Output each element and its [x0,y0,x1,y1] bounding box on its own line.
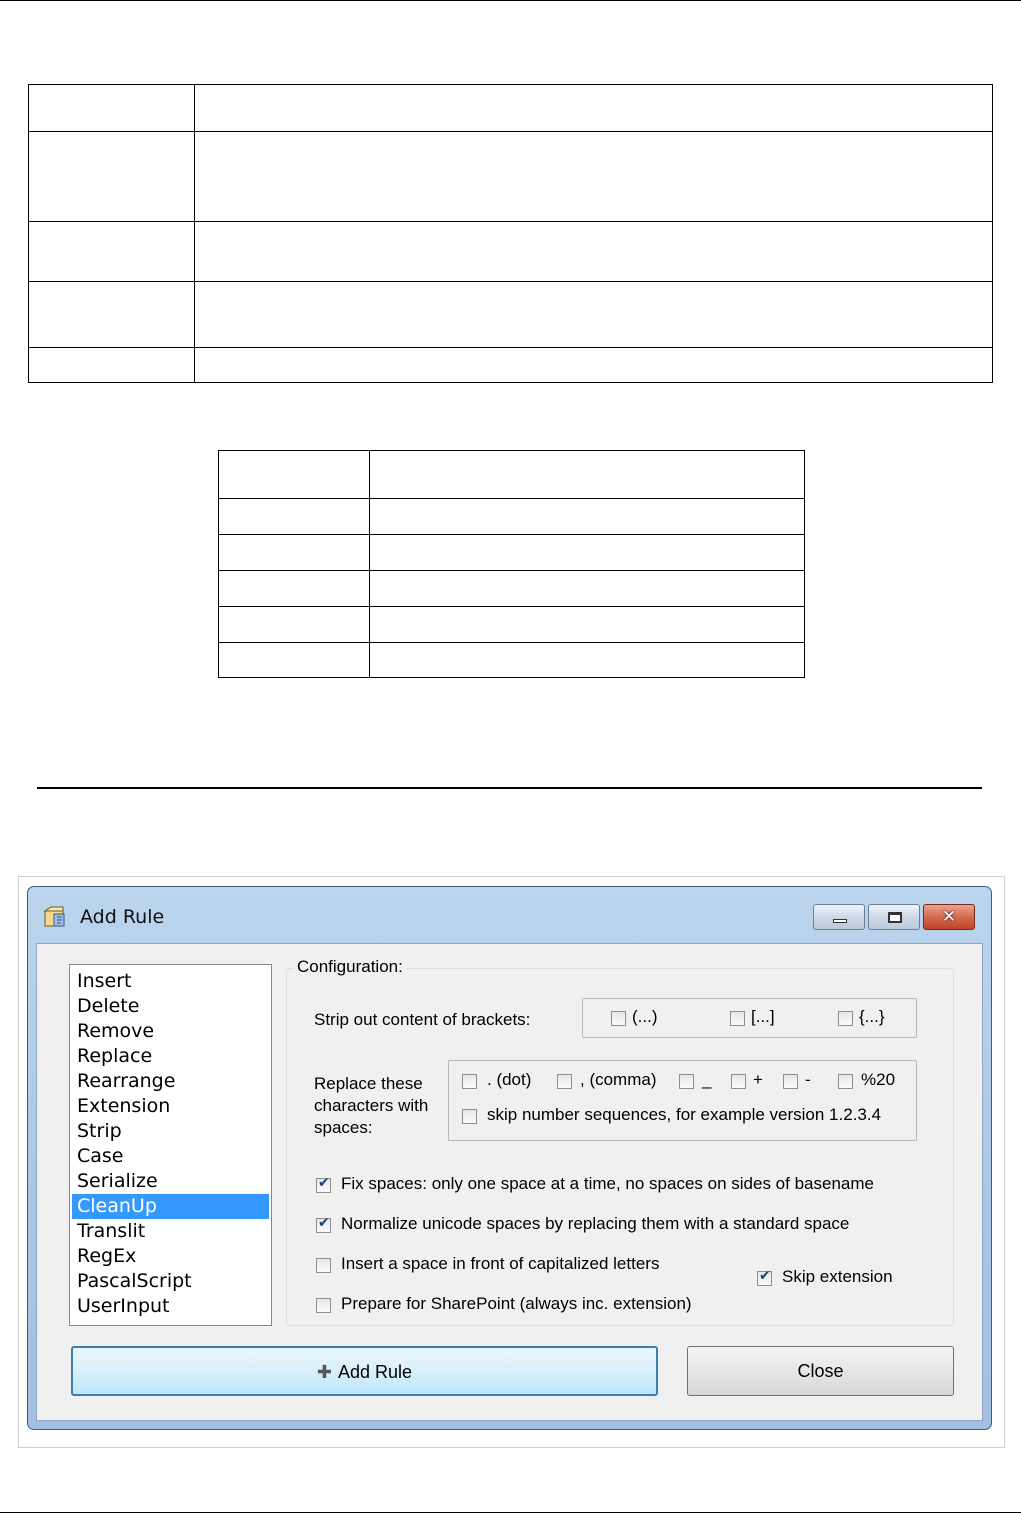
replace-label-line2: characters with [314,1096,429,1115]
rule-list-item[interactable]: UserInput [77,1295,170,1317]
skip-number-sequences-label: skip number sequences, for example version 1.2.3.4 [487,1105,882,1124]
table-cell [370,607,805,643]
table-cell [195,132,993,222]
configuration-legend: Configuration: [294,957,406,977]
sharepoint-checkbox[interactable] [316,1298,331,1313]
table-cell [29,222,195,282]
replace-label-line3: spaces: [314,1118,373,1137]
minimize-icon [833,919,847,923]
close-icon: ✕ [941,907,957,927]
sharepoint-label: Prepare for SharePoint (always inc. extension) [341,1294,692,1313]
minimize-button[interactable] [813,904,865,930]
rule-list-item[interactable]: Strip [77,1120,122,1142]
skip-number-sequences-checkbox[interactable] [462,1109,477,1124]
rule-list-item[interactable]: Remove [77,1020,155,1042]
section-divider [37,787,982,789]
bracket-paren-checkbox[interactable] [611,1011,626,1026]
table-cell [29,282,195,348]
replace-comma-label: , (comma) [580,1070,657,1089]
dialog-client-area [36,943,983,1421]
table-cell [370,451,805,499]
table-cell [219,643,370,678]
page-footer-rule [0,1512,1021,1513]
close-button[interactable] [687,1346,954,1396]
table-cell [219,607,370,643]
rule-list-item[interactable]: Extension [77,1095,171,1117]
table-cell [219,451,370,499]
skip-extension-label: Skip extension [782,1267,893,1286]
rule-list-item[interactable]: Delete [77,995,140,1017]
insert-space-caps-label: Insert a space in front of capitalized letters [341,1254,660,1273]
add-rule-window [27,886,992,1430]
window-title: Add Rule [80,906,165,928]
add-rule-button[interactable] [71,1346,658,1396]
maximize-icon [888,912,902,923]
configuration-group [286,957,954,1326]
close-button-label: Close [797,1361,844,1381]
upper-table [28,84,993,383]
table-cell [29,85,195,132]
table-cell [195,348,993,383]
rule-list-item[interactable]: Insert [77,970,132,992]
table-cell [219,499,370,535]
replace-minus-checkbox[interactable] [783,1074,798,1089]
table-cell [195,222,993,282]
rule-list-item[interactable]: Rearrange [77,1070,176,1092]
table-cell [370,535,805,571]
bracket-square-label: [...] [751,1007,775,1026]
replace-plus-label: + [753,1070,763,1089]
add-rule-label: Add Rule [338,1362,413,1382]
replace-dot-label: . (dot) [487,1070,532,1089]
window-close-button[interactable] [923,904,975,930]
fix-spaces-checkbox[interactable] [316,1178,331,1193]
table-cell [370,571,805,607]
maximize-button[interactable] [868,904,920,930]
replace-plus-checkbox[interactable] [731,1074,746,1089]
brackets-box [582,998,917,1038]
lower-table [218,450,805,678]
rule-list-item[interactable]: PascalScript [77,1270,192,1292]
plus-icon: ✚ [316,1362,333,1383]
table-cell [370,499,805,535]
page-header-rule [0,0,1021,1]
replace-label-line1: Replace these [314,1074,423,1093]
rule-list-item[interactable]: Translit [77,1220,146,1242]
table-cell [370,643,805,678]
table-cell [219,571,370,607]
bracket-curly-label: {...} [859,1007,885,1026]
normalize-unicode-label: Normalize unicode spaces by replacing them with a standard space [341,1214,850,1233]
replace-dot-checkbox[interactable] [462,1074,477,1089]
title-bar[interactable] [28,887,991,943]
table-cell [29,132,195,222]
rule-type-list[interactable] [69,964,272,1326]
bracket-square-checkbox[interactable] [730,1011,745,1026]
replace-underscore-label: _ [702,1070,712,1089]
table-cell [195,85,993,132]
rule-list-item[interactable]: RegEx [77,1245,137,1267]
table-cell [29,348,195,383]
rule-list-item[interactable]: Replace [77,1045,153,1067]
skip-extension-checkbox[interactable] [757,1271,772,1286]
rule-list-item[interactable]: Case [77,1145,124,1167]
replace-underscore-checkbox[interactable] [679,1074,694,1089]
replace-comma-checkbox[interactable] [557,1074,572,1089]
brackets-label: Strip out content of brackets: [314,1010,531,1029]
bracket-paren-label: (...) [632,1007,658,1026]
rule-list-item[interactable]: Serialize [77,1170,158,1192]
replace-minus-label: - [805,1070,811,1089]
app-icon [42,905,68,929]
bracket-curly-checkbox[interactable] [838,1011,853,1026]
normalize-unicode-checkbox[interactable] [316,1218,331,1233]
rule-list-item[interactable]: CleanUp [72,1194,269,1219]
fix-spaces-label: Fix spaces: only one space at a time, no spaces on sides of basename [341,1174,874,1193]
replace-chars-box [448,1060,917,1141]
insert-space-caps-checkbox[interactable] [316,1258,331,1273]
replace-percent20-label: %20 [861,1070,896,1089]
table-cell [219,535,370,571]
table-cell [195,282,993,348]
replace-percent20-checkbox[interactable] [838,1074,853,1089]
